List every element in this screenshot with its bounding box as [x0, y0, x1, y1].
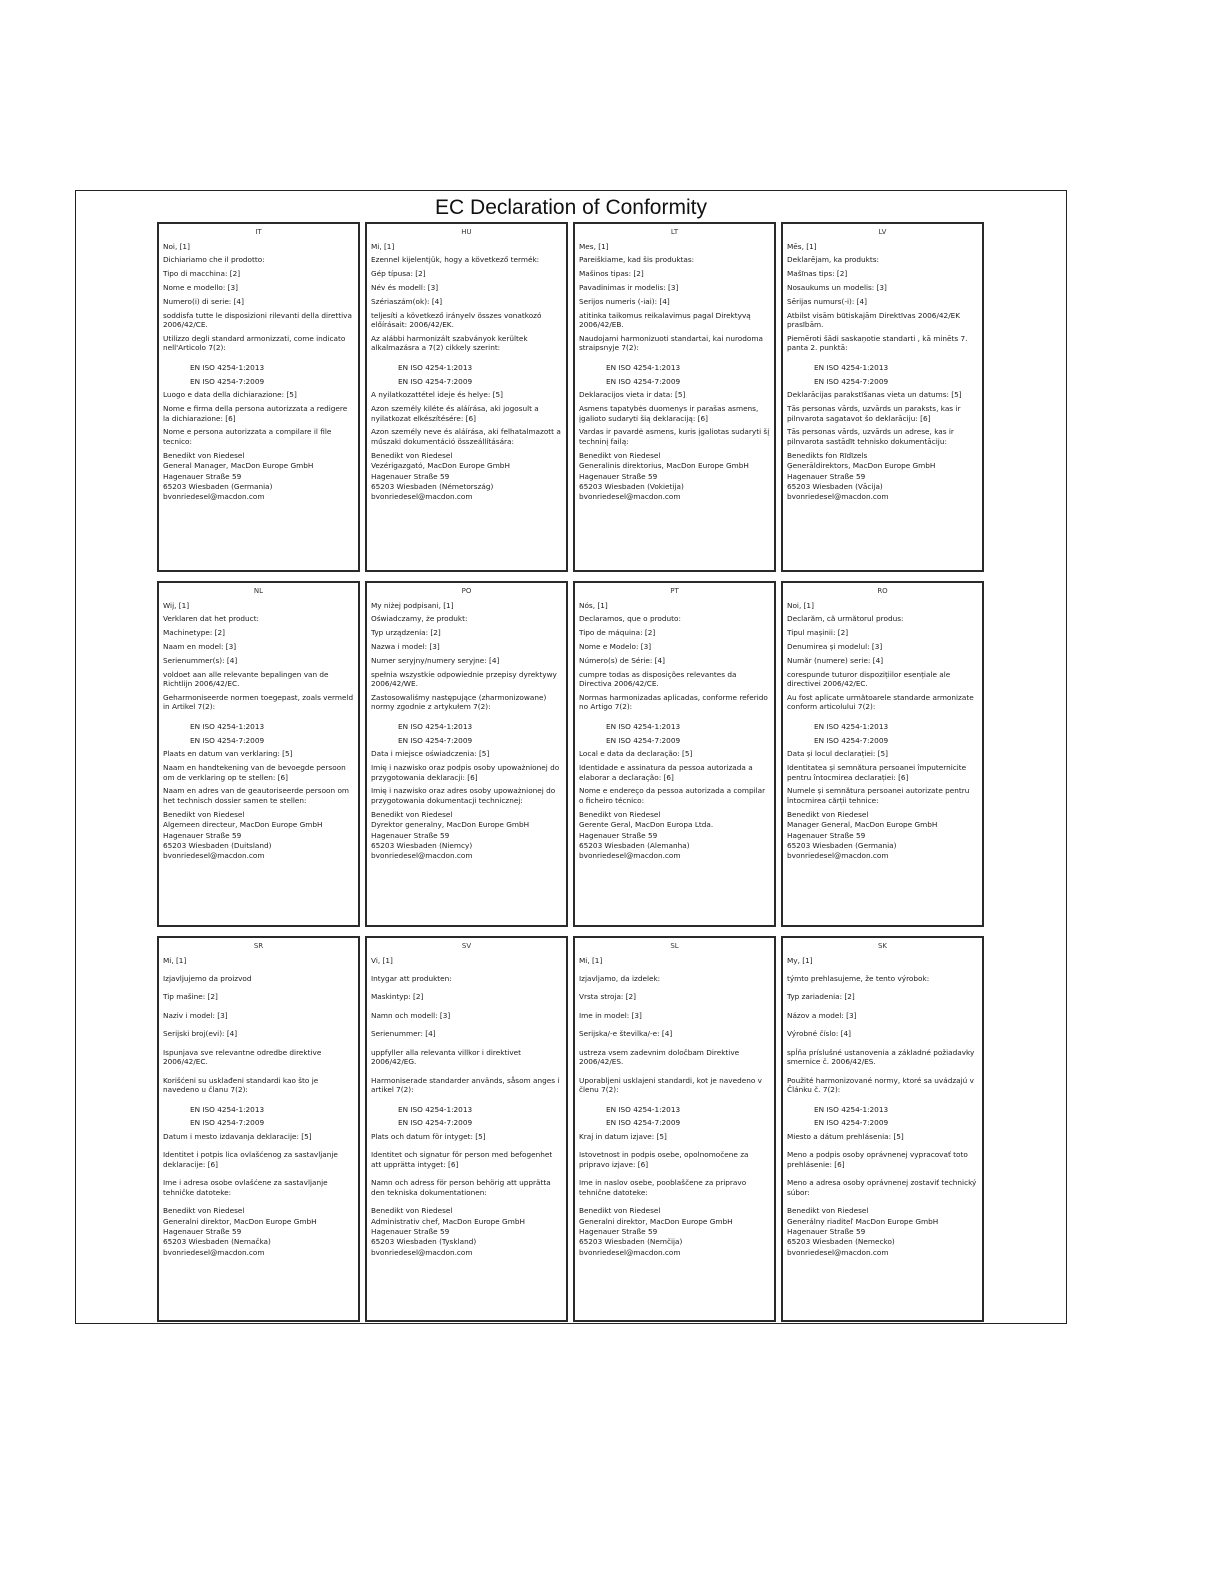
declaration-line: Typ urządzenia: [2] — [371, 628, 441, 638]
standard-item: EN ISO 4254-1:2013 — [606, 363, 681, 373]
declaration-line: Uporabljeni usklajeni standardi, kot je navedeno v členu 7(2): — [579, 1075, 762, 1095]
declaration-line: Ime i adresa osobe ovlašćene za sastavljanje tehničke datoteke: — [163, 1178, 328, 1197]
declaration-line: Nazwa i model: [3] — [371, 641, 440, 651]
declaration-line: Data i miejsce oświadczenia: [5] — [371, 749, 490, 759]
declaration-box-nl — [157, 581, 360, 927]
declaration-line: Miesto a dátum prehlásenia: [5] — [787, 1131, 904, 1141]
standard-item: EN ISO 4254-1:2013 — [190, 363, 265, 373]
standard-item: EN ISO 4254-7:2009 — [398, 376, 473, 386]
standard-item: EN ISO 4254-1:2013 — [398, 363, 473, 373]
contact-line: Generalinis direktorius, MacDon Europe GmbH — [579, 461, 749, 471]
contact-email: bvonriedesel@macdon.com — [787, 851, 889, 861]
contact-line: Hagenauer Straße 59 — [787, 471, 866, 481]
declaration-line: Použité harmonizované normy, ktoré sa uvádzajú v Článku č. 7(2): — [787, 1075, 974, 1095]
declaration-line: Meno a podpis osoby oprávnenej vypracovať toto prehlásenie: [6] — [787, 1150, 968, 1169]
contact-line: Manager General, MacDon Europe GmbH — [787, 820, 938, 830]
declaration-line: Declaramos, que o produto: — [579, 614, 681, 624]
declaration-box-lv — [781, 222, 984, 572]
declaration-line: ustreza vsem zadevnim določbam Direktive 2006/42/ES. — [579, 1047, 740, 1067]
contact-email: bvonriedesel@macdon.com — [579, 851, 681, 861]
declaration-line: Numero(i) di serie: [4] — [163, 296, 244, 306]
contact-line: 65203 Wiesbaden (Vācija) — [787, 482, 883, 491]
declaration-line: Datum i mesto izdavanja deklaracije: [5] — [163, 1131, 312, 1141]
contact-block — [163, 1206, 354, 1258]
standards-list — [787, 363, 978, 386]
declaration-line: spĺňa príslušné ustanovenia a základné požiadavky smernice č. 2006/42/ES. — [787, 1047, 975, 1067]
standard-item: EN ISO 4254-7:2009 — [398, 1118, 473, 1128]
declaration-line: Tās personas vārds, uzvārds un adrese, kas ir pilnvarota sastādīt tehnisko dokumentāciju: — [787, 427, 954, 446]
standard-item: EN ISO 4254-7:2009 — [814, 735, 889, 745]
contact-line: Benedikt von Riedesel — [787, 809, 869, 819]
declaration-line: Vi, [1] — [371, 955, 393, 965]
contact-line: Benedikt von Riedesel — [787, 1206, 869, 1216]
declaration-line: A nyilatkozattétel ideje és helye: [5] — [371, 390, 503, 400]
contact-block — [579, 810, 770, 862]
standards-list — [163, 722, 354, 745]
declaration-line: Atbilst visām būtiskajām Direktīvas 2006/42/EK prasībām. — [787, 310, 961, 330]
declaration-box-sk — [781, 936, 984, 1322]
contact-line: Hagenauer Straße 59 — [163, 1227, 242, 1237]
standard-item: EN ISO 4254-1:2013 — [398, 722, 473, 732]
contact-email: bvonriedesel@macdon.com — [371, 492, 473, 502]
contact-line: Benedikts fon Rīdīzels — [787, 450, 868, 460]
language-code: SL — [670, 942, 679, 950]
language-code: RO — [877, 587, 888, 595]
declaration-line: atitinka taikomus reikalavimus pagal Direktyvą 2006/42/EB. — [579, 310, 751, 330]
declaration-line: Número(s) de Série: [4] — [579, 655, 665, 665]
contact-block — [787, 810, 978, 862]
declaration-line: Machinetype: [2] — [163, 628, 225, 638]
declaration-line: Korišćeni su usklađeni standardi kao što je navedeno u članu 7(2): — [163, 1075, 319, 1095]
page-title: EC Declaration of Conformity — [435, 196, 707, 219]
declaration-line: Vrsta stroja: [2] — [579, 992, 637, 1002]
standards-list — [787, 722, 978, 745]
declaration-line: Istovetnost in podpis osebe, opolnomočene za pripravo izjave: [6] — [579, 1150, 749, 1169]
declaration-line: Namn och adress för person behörig att upprätta den tekniska dokumentationen: — [371, 1178, 551, 1197]
declaration-line: Au fost aplicate următoarele standarde armonizate conform articolului 7(2): — [787, 692, 974, 712]
declaration-line: Deklarācijas parakstīšanas vieta un datums: [5] — [787, 390, 962, 400]
declaration-line: Plaats en datum van verklaring: [5] — [163, 749, 293, 759]
contact-block — [163, 810, 354, 862]
contact-email: bvonriedesel@macdon.com — [787, 492, 889, 502]
contact-line: Benedikt von Riedesel — [163, 1206, 245, 1216]
declaration-box-hu — [365, 222, 568, 572]
declaration-line: Noi, [1] — [787, 600, 814, 610]
declaration-line: Nós, [1] — [579, 600, 608, 610]
declaration-line: Numer seryjny/numery seryjne: [4] — [371, 655, 500, 665]
contact-line: Generálny riaditeľ MacDon Europe GmbH — [787, 1216, 939, 1226]
declaration-line: Numele și semnătura persoanei autorizate pentru întocmirea cărții tehnice: — [787, 786, 970, 805]
contact-line: Vezérigazgató, MacDon Europe GmbH — [371, 461, 510, 471]
declaration-line: Szériaszám(ok): [4] — [371, 296, 443, 306]
standards-list — [163, 363, 354, 386]
contact-email: bvonriedesel@macdon.com — [787, 1247, 889, 1257]
standards-list — [579, 722, 770, 745]
contact-line: General Manager, MacDon Europe GmbH — [163, 461, 314, 471]
contact-line: 65203 Wiesbaden (Niemcy) — [371, 841, 473, 850]
contact-line: Hagenauer Straße 59 — [371, 471, 450, 481]
declaration-line: Luogo e data della dichiarazione: [5] — [163, 390, 297, 400]
declaration-line: Azon személy kiléte és aláírása, aki jogosult a nyilatkozat elkészítésére: [6] — [371, 404, 539, 423]
declaration-box-sr — [157, 936, 360, 1322]
declaration-line: Utilizzo degli standard armonizzati, come indicato nell'Articolo 7(2): — [163, 333, 346, 353]
declaration-box-sl — [573, 936, 776, 1322]
contact-line: Benedikt von Riedesel — [371, 450, 453, 460]
declaration-line: Mašīnas tips: [2] — [787, 269, 848, 279]
standard-item: EN ISO 4254-1:2013 — [814, 1104, 889, 1114]
declaration-line: Sērijas numurs(-i): [4] — [787, 296, 868, 306]
standards-list — [579, 363, 770, 386]
contact-line: Hagenauer Straße 59 — [787, 1227, 866, 1237]
contact-block — [787, 451, 978, 503]
declaration-line: Ispunjava sve relevantne odredbe direktive 2006/42/EC. — [163, 1047, 322, 1067]
contact-line: Hagenauer Straße 59 — [163, 471, 242, 481]
language-code: PT — [670, 587, 679, 595]
contact-line: 65203 Wiesbaden (Alemanha) — [579, 841, 690, 850]
standards-list — [163, 1105, 354, 1128]
declaration-line: týmto prehlasujeme, že tento výrobok: — [787, 973, 930, 983]
contact-line: 65203 Wiesbaden (Duitsland) — [163, 841, 272, 850]
declaration-line: Typ zariadenia: [2] — [787, 992, 855, 1002]
declaration-line: Deklarējam, ka produkts: — [787, 255, 879, 265]
declaration-line: Verklaren dat het product: — [163, 614, 260, 624]
contact-line: Hagenauer Straße 59 — [787, 830, 866, 840]
declaration-box-ro — [781, 581, 984, 927]
contact-line: Algemeen directeur, MacDon Europe GmbH — [163, 820, 323, 830]
contact-line: Hagenauer Straße 59 — [163, 830, 242, 840]
declaration-line: Izjavljujemo da proizvod — [163, 973, 252, 983]
declaration-line: Tip mašine: [2] — [163, 992, 218, 1002]
declaration-line: Dichiariamo che il prodotto: — [163, 255, 265, 265]
contact-block — [787, 1206, 978, 1258]
declaration-line: Declarăm, că următorul produs: — [787, 614, 904, 624]
contact-line: Benedikt von Riedesel — [163, 450, 245, 460]
declaration-line: Názov a model: [3] — [787, 1010, 857, 1020]
contact-email: bvonriedesel@macdon.com — [579, 1247, 681, 1257]
language-code: HU — [461, 228, 472, 236]
declaration-line: Serijski broj(evi): [4] — [163, 1029, 238, 1039]
standard-item: EN ISO 4254-1:2013 — [606, 722, 681, 732]
standard-item: EN ISO 4254-1:2013 — [398, 1104, 473, 1114]
standard-item: EN ISO 4254-1:2013 — [190, 722, 265, 732]
language-code: SR — [253, 942, 264, 950]
declaration-line: Noi, [1] — [163, 241, 190, 251]
declaration-line: Nome e endereço da pessoa autorizada a compilar o ficheiro técnico: — [579, 786, 766, 805]
language-code: LT — [670, 228, 679, 236]
declaration-line: Harmoniserade standarder används, såsom anges i artikel 7(2): — [371, 1075, 560, 1095]
declaration-line: Mes, [1] — [579, 241, 609, 251]
language-grid — [157, 222, 986, 1322]
contact-email: bvonriedesel@macdon.com — [371, 1247, 473, 1257]
declaration-line: Gép típusa: [2] — [371, 269, 426, 279]
contact-email: bvonriedesel@macdon.com — [371, 851, 473, 861]
contact-line: 65203 Wiesbaden (Németország) — [371, 482, 494, 491]
declaration-line: Tipul mașinii: [2] — [787, 628, 849, 638]
contact-line: Hagenauer Straße 59 — [371, 830, 450, 840]
standards-list — [787, 1105, 978, 1128]
contact-line: Generalni direktor, MacDon Europe GmbH — [579, 1216, 733, 1226]
language-code: SK — [877, 942, 888, 950]
declaration-line: Výrobné číslo: [4] — [787, 1029, 851, 1039]
contact-block — [371, 1206, 562, 1258]
declaration-line: uppfyller alla relevanta villkor i direktivet 2006/42/EG. — [371, 1047, 522, 1067]
contact-line: Hagenauer Straße 59 — [579, 830, 658, 840]
declaration-line: Geharmoniseerde normen toegepast, zoals vermeld in Artikel 7(2): — [163, 692, 354, 712]
contact-line: Hagenauer Straße 59 — [371, 1227, 450, 1237]
declaration-line: Nome e firma della persona autorizzata a redigere la dichiarazione: [6] — [163, 404, 348, 423]
declaration-line: Mi, [1] — [371, 241, 395, 251]
standard-item: EN ISO 4254-7:2009 — [606, 376, 681, 386]
declaration-box-sv — [365, 936, 568, 1322]
declaration-line: Tās personas vārds, uzvārds un paraksts, kas ir pilnvarota sagatavot šo deklarāciju: [6] — [787, 404, 961, 423]
declaration-line: Pavadinimas ir modelis: [3] — [579, 282, 679, 292]
declaration-line: Tipo de máquina: [2] — [579, 628, 656, 638]
declaration-line: Maskintyp: [2] — [371, 992, 424, 1002]
contact-line: Benedikt von Riedesel — [579, 809, 661, 819]
contact-line: Hagenauer Straße 59 — [579, 1227, 658, 1237]
standard-item: EN ISO 4254-7:2009 — [190, 376, 265, 386]
contact-line: 65203 Wiesbaden (Germania) — [163, 482, 273, 491]
declaration-line: Identitet och signatur för person med befogenhet att upprätta intyget: [6] — [371, 1150, 553, 1169]
standard-item: EN ISO 4254-7:2009 — [190, 1118, 265, 1128]
declaration-line: Serijska/-e številka/-e: [4] — [579, 1029, 673, 1039]
contact-block — [163, 451, 354, 503]
declaration-line: Serienummer: [4] — [371, 1029, 436, 1039]
declaration-line: Ezennel kijelentjük, hogy a következő termék: — [371, 255, 540, 265]
declaration-line: Mi, [1] — [163, 955, 187, 965]
contact-block — [579, 451, 770, 503]
standards-list — [371, 722, 562, 745]
declaration-line: Intygar att produkten: — [371, 973, 452, 983]
declaration-line: cumpre todas as disposições relevantes da Directiva 2006/42/CE. — [579, 669, 737, 689]
declaration-line: Naam en adres van de geautoriseerde persoon om het technisch dossier samen te stellen: — [163, 786, 350, 805]
declaration-line: Deklaracijos vieta ir data: [5] — [579, 390, 686, 400]
declaration-line: Zastosowaliśmy następujące (zharmonizowane) normy zgodnie z artykułem 7(2): — [371, 692, 547, 712]
contact-line: Benedikt von Riedesel — [579, 450, 661, 460]
contact-email: bvonriedesel@macdon.com — [579, 492, 681, 502]
declaration-frame — [75, 190, 1067, 1324]
standard-item: EN ISO 4254-1:2013 — [190, 1104, 265, 1114]
standard-item: EN ISO 4254-7:2009 — [606, 1118, 681, 1128]
standard-item: EN ISO 4254-1:2013 — [606, 1104, 681, 1114]
declaration-line: Wij, [1] — [163, 600, 190, 610]
declaration-line: spełnia wszystkie odpowiednie przepisy dyrektywy 2006/42/WE. — [371, 669, 557, 689]
declaration-line: Meno a adresa osoby oprávnenej zostaviť technický súbor: — [787, 1178, 977, 1197]
language-code: SV — [461, 942, 472, 950]
contact-line: 65203 Wiesbaden (Vokietija) — [579, 482, 684, 491]
contact-line: 65203 Wiesbaden (Tyskland) — [371, 1237, 477, 1247]
contact-line: Hagenauer Straße 59 — [579, 471, 658, 481]
declaration-line: Data și locul declarației: [5] — [787, 749, 888, 759]
contact-line: Gerente Geral, MacDon Europa Ltda. — [579, 820, 714, 830]
declaration-line: Mēs, [1] — [787, 241, 817, 251]
declaration-line: teljesíti a következő irányelv összes vonatkozó előírásait: 2006/42/EK. — [371, 310, 542, 330]
declaration-line: Tipo di macchina: [2] — [163, 269, 241, 279]
declaration-line: corespunde tuturor dispozițiilor esențiale ale directivei 2006/42/EC. — [787, 669, 951, 689]
contact-email: bvonriedesel@macdon.com — [163, 1247, 265, 1257]
contact-line: Benedikt von Riedesel — [371, 809, 453, 819]
declaration-line: Az alábbi harmonizált szabványok kerültek alkalmazásra a 7(2) cikkely szerint: — [371, 333, 528, 353]
standards-list — [371, 363, 562, 386]
declaration-line: Naam en handtekening van de bevoegde persoon om de verklaring op te stellen: [6] — [163, 763, 346, 782]
declaration-line: Nome e Modelo: [3] — [579, 641, 652, 651]
contact-email: bvonriedesel@macdon.com — [163, 492, 265, 502]
contact-block — [371, 451, 562, 503]
declaration-line: Ime in naslov osebe, pooblaščene za pripravo tehnične datoteke: — [579, 1178, 747, 1197]
contact-line: Ģenerāldirektors, MacDon Europe GmbH — [787, 461, 936, 471]
contact-line: Benedikt von Riedesel — [579, 1206, 661, 1216]
declaration-box-it — [157, 222, 360, 572]
declaration-line: Identitatea și semnătura persoanei împuternicite pentru întocmirea declarației: [6] — [787, 763, 967, 782]
declaration-line: Normas harmonizadas aplicadas, conforme referido no Artigo 7(2): — [579, 692, 768, 712]
contact-block — [371, 810, 562, 862]
standard-item: EN ISO 4254-7:2009 — [606, 735, 681, 745]
declaration-line: Ime in model: [3] — [579, 1010, 642, 1020]
declaration-line: Serienummer(s): [4] — [163, 655, 238, 665]
declaration-line: Név és modell: [3] — [371, 282, 439, 292]
declaration-line: Oświadczamy, że produkt: — [371, 614, 468, 624]
declaration-line: Pareiškiame, kad šis produktas: — [579, 255, 695, 265]
declaration-line: Naudojami harmonizuoti standartai, kai nurodoma straipsnyje 7(2): — [579, 333, 763, 353]
declaration-line: My, [1] — [787, 955, 813, 965]
declaration-line: Naziv i model: [3] — [163, 1010, 228, 1020]
declaration-line: Plats och datum för intyget: [5] — [371, 1131, 486, 1141]
declaration-line: Serijos numeris (-iai): [4] — [579, 296, 670, 306]
declaration-box-lt — [573, 222, 776, 572]
standard-item: EN ISO 4254-7:2009 — [814, 376, 889, 386]
declaration-line: Identidade e assinatura da pessoa autorizada a elaborar a declaração: [6] — [579, 763, 753, 782]
standard-item: EN ISO 4254-7:2009 — [814, 1118, 889, 1128]
contact-line: Benedikt von Riedesel — [163, 809, 245, 819]
declaration-line: Izjavljamo, da izdelek: — [579, 973, 661, 983]
declaration-line: Mašinos tipas: [2] — [579, 269, 644, 279]
contact-email: bvonriedesel@macdon.com — [163, 851, 265, 861]
standard-item: EN ISO 4254-7:2009 — [190, 735, 265, 745]
contact-line: 65203 Wiesbaden (Nemačka) — [163, 1237, 271, 1247]
declaration-line: Namn och modell: [3] — [371, 1010, 451, 1020]
standard-item: EN ISO 4254-7:2009 — [398, 735, 473, 745]
declaration-line: Imię i nazwisko oraz adres osoby upoważnionej do przygotowania dokumentacji technicznej: — [371, 786, 556, 805]
contact-line: Generalni direktor, MacDon Europe GmbH — [163, 1216, 317, 1226]
declaration-line: Azon személy neve és aláírása, aki felhatalmazott a műszaki dokumentáció összeállítására: — [371, 427, 561, 446]
declaration-line: voldoet aan alle relevante bepalingen van de Richtlijn 2006/42/EC. — [163, 669, 329, 689]
declaration-line: Nome e modello: [3] — [163, 282, 238, 292]
contact-line: Benedikt von Riedesel — [371, 1206, 453, 1216]
standard-item: EN ISO 4254-1:2013 — [814, 363, 889, 373]
contact-line: Administrativ chef, MacDon Europe GmbH — [371, 1216, 525, 1226]
declaration-line: Denumirea și modelul: [3] — [787, 641, 883, 651]
language-code: IT — [255, 228, 262, 236]
language-code: NL — [253, 587, 264, 595]
declaration-line: Naam en model: [3] — [163, 641, 237, 651]
declaration-line: My niżej podpisani, [1] — [371, 600, 454, 610]
declaration-line: Piemēroti šādi saskaņotie standarti , kā minēts 7. panta 2. punktā: — [787, 333, 968, 353]
standard-item: EN ISO 4254-1:2013 — [814, 722, 889, 732]
declaration-line: Identitet i potpis lica ovlašćenog za sastavljanje deklaracije: [6] — [163, 1150, 338, 1169]
standards-list — [579, 1105, 770, 1128]
contact-line: 65203 Wiesbaden (Nemecko) — [787, 1237, 895, 1247]
declaration-line: Local e data da declaração: [5] — [579, 749, 693, 759]
contact-block — [579, 1206, 770, 1258]
declaration-line: Vardas ir pavardė asmens, kuris įgaliotas sudaryti šį techninį failą: — [579, 427, 770, 446]
contact-line: 65203 Wiesbaden (Germania) — [787, 841, 897, 850]
language-code: LV — [878, 228, 887, 236]
standards-list — [371, 1105, 562, 1128]
declaration-line: Kraj in datum izjave: [5] — [579, 1131, 667, 1141]
declaration-line: Mi, [1] — [579, 955, 603, 965]
declaration-box-po — [365, 581, 568, 927]
declaration-box-pt — [573, 581, 776, 927]
contact-line: 65203 Wiesbaden (Nemčija) — [579, 1237, 683, 1247]
declaration-line: Nosaukums un modelis: [3] — [787, 282, 887, 292]
declaration-line: Număr (numere) serie: [4] — [787, 655, 884, 665]
contact-line: Dyrektor generalny, MacDon Europe GmbH — [371, 820, 530, 830]
language-code: PO — [461, 587, 472, 595]
declaration-line: Imię i nazwisko oraz podpis osoby upoważnionej do przygotowania deklaracji: [6] — [371, 763, 560, 782]
declaration-line: Asmens tapatybės duomenys ir parašas asmens, įgalioto sudaryti šią deklaraciją: [6] — [579, 404, 759, 423]
declaration-line: soddisfa tutte le disposizioni rilevanti della direttiva 2006/42/CE. — [163, 310, 352, 330]
declaration-line: Nome e persona autorizzata a compilare il file tecnico: — [163, 427, 332, 446]
